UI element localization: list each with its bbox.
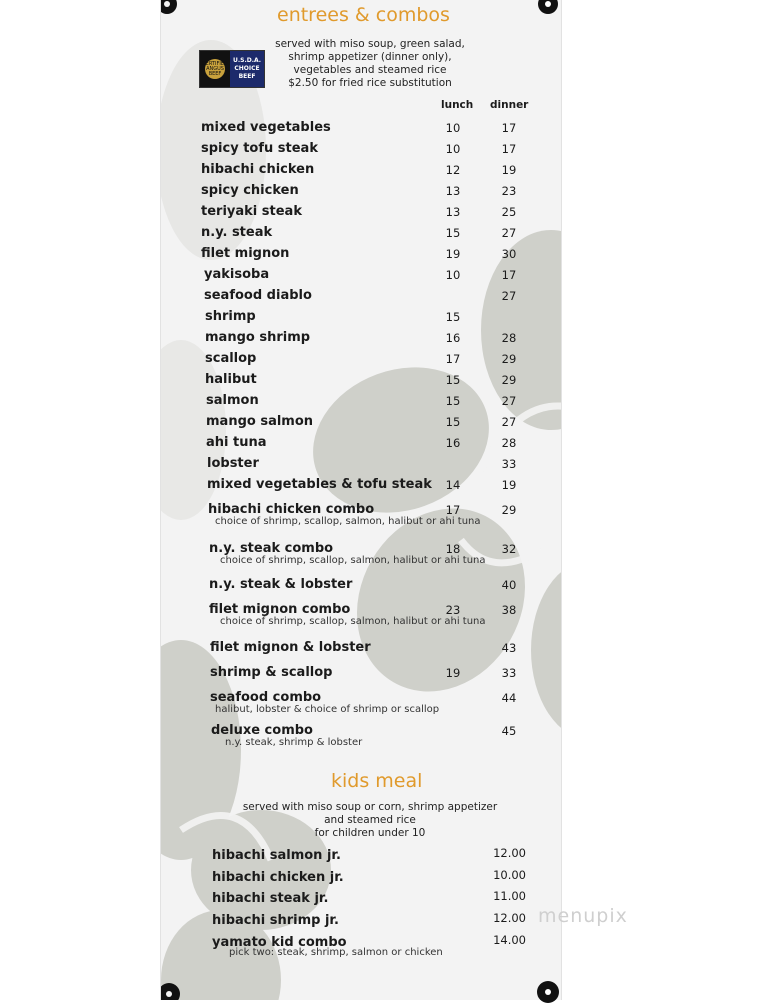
entree-item-name: spicy chicken <box>201 183 299 198</box>
entree-item-name: n.y. steak <box>201 225 273 240</box>
lunch-price: 12 <box>445 163 461 177</box>
entree-item-description: halibut, lobster & choice of shrimp or scallop <box>215 704 440 715</box>
lunch-price: 16 <box>445 331 461 345</box>
entrees-intro-line: shrimp appetizer (dinner only), <box>288 51 452 63</box>
entree-item-name: filet mignon & lobster <box>210 640 371 655</box>
lunch-column-header: lunch <box>441 99 474 111</box>
entree-item-description: n.y. steak, shrimp & lobster <box>225 737 363 748</box>
entree-item-name: ahi tuna <box>206 435 267 450</box>
lunch-price: 10 <box>445 142 461 156</box>
dinner-price: 30 <box>501 247 517 261</box>
dinner-price: 43 <box>501 641 517 655</box>
entree-item-name: halibut <box>205 372 257 387</box>
corner-crest-icon <box>160 0 183 22</box>
lunch-price: 15 <box>445 415 461 429</box>
kids-item-name: hibachi shrimp jr. <box>212 913 339 928</box>
entrees-intro <box>270 38 470 90</box>
lunch-price: 23 <box>445 603 461 617</box>
kids-item-description: pick two: steak, shrimp, salmon or chicken <box>229 947 443 958</box>
usda-choice-label: CHOICE <box>234 65 260 72</box>
dinner-price: 40 <box>501 578 517 592</box>
entree-item-name: n.y. steak & lobster <box>209 577 353 592</box>
entree-item-name: yakisoba <box>204 267 270 282</box>
entree-item-name: seafood diablo <box>204 288 312 303</box>
entree-item-name: mango salmon <box>206 414 314 429</box>
dinner-price: 28 <box>501 436 517 450</box>
dinner-price: 32 <box>501 542 517 556</box>
lunch-price: 14 <box>445 478 461 492</box>
kids-item-price: 12.00 <box>493 911 526 925</box>
entree-item-name: mango shrimp <box>205 330 311 345</box>
lunch-price: 17 <box>445 352 461 366</box>
kids-item-name: hibachi salmon jr. <box>212 848 341 863</box>
dinner-price: 33 <box>501 666 517 680</box>
dinner-price: 27 <box>501 226 517 240</box>
dinner-price: 44 <box>501 691 517 705</box>
entree-item-name: spicy tofu steak <box>201 141 318 156</box>
kids-item-price: 10.00 <box>493 868 526 882</box>
entree-item-name: shrimp & scallop <box>210 665 333 680</box>
kids-intro-line: and steamed rice <box>324 814 416 826</box>
entrees-intro-line: served with miso soup, green salad, <box>275 38 465 50</box>
lunch-price: 13 <box>445 184 461 198</box>
kids-item-name: yamato kid combo <box>212 935 347 950</box>
dinner-price: 38 <box>501 603 517 617</box>
entree-item-name: lobster <box>207 456 259 471</box>
dinner-price: 27 <box>501 289 517 303</box>
lunch-price: 19 <box>445 666 461 680</box>
entree-item-description: choice of shrimp, scallop, salmon, halibut or ahi tuna <box>220 616 486 627</box>
entree-item-name: mixed vegetables <box>201 120 331 135</box>
entrees-title: entrees & combos <box>277 4 450 26</box>
dinner-price: 28 <box>501 331 517 345</box>
dinner-price: 27 <box>501 415 517 429</box>
kids-meal-title: kids meal <box>331 770 423 792</box>
dinner-price: 25 <box>501 205 517 219</box>
dinner-price: 29 <box>501 352 517 366</box>
entree-item-name: n.y. steak combo <box>209 541 334 556</box>
dinner-price: 19 <box>501 163 517 177</box>
dinner-price: 17 <box>501 268 517 282</box>
entree-item-description: choice of shrimp, scallop, salmon, halibut or ahi tuna <box>220 555 486 566</box>
dinner-price: 29 <box>501 503 517 517</box>
entree-item-name: scallop <box>205 351 257 366</box>
usda-beef-label: BEEF <box>238 73 256 80</box>
entree-item-name: filet mignon <box>201 246 290 261</box>
entree-item-name: salmon <box>206 393 259 408</box>
corner-crest-icon <box>160 980 183 1000</box>
entree-item-name: deluxe combo <box>211 723 313 738</box>
dinner-price: 17 <box>501 121 517 135</box>
kids-item-price: 14.00 <box>493 933 526 947</box>
lunch-price: 13 <box>445 205 461 219</box>
kids-intro <box>240 801 500 840</box>
usda-choice-badge <box>199 50 265 88</box>
lunch-price: 19 <box>445 247 461 261</box>
usda-label: U.S.D.A. <box>232 57 262 64</box>
corner-crest-icon <box>534 978 560 1008</box>
lunch-price: 17 <box>445 503 461 517</box>
corner-crest-icon <box>536 0 560 22</box>
entree-item-name: teriyaki steak <box>201 204 302 219</box>
entree-item-name: mixed vegetables & tofu steak <box>207 477 432 492</box>
kids-item-price: 11.00 <box>493 889 526 903</box>
dinner-price: 17 <box>501 142 517 156</box>
entrees-intro-line: $2.50 for fried rice substitution <box>288 77 452 89</box>
entree-item-description: choice of shrimp, scallop, salmon, halibut or ahi tuna <box>215 516 481 527</box>
dinner-column-header: dinner <box>490 99 529 111</box>
watermark: menupix <box>538 905 628 927</box>
dinner-price: 45 <box>501 724 517 738</box>
entree-item-name: hibachi chicken combo <box>208 502 375 517</box>
kids-intro-line: for children under 10 <box>314 827 426 839</box>
lunch-price: 15 <box>445 373 461 387</box>
dinner-price: 27 <box>501 394 517 408</box>
lunch-price: 15 <box>445 394 461 408</box>
dinner-price: 29 <box>501 373 517 387</box>
entree-item-name: filet mignon combo <box>209 602 351 617</box>
lunch-price: 15 <box>445 226 461 240</box>
dinner-price: 23 <box>501 184 517 198</box>
entrees-intro-line: vegetables and steamed rice <box>293 64 447 76</box>
entree-item-name: seafood combo <box>210 690 322 705</box>
kids-item-name: hibachi chicken jr. <box>212 870 344 885</box>
lunch-price: 16 <box>445 436 461 450</box>
dinner-price: 19 <box>501 478 517 492</box>
kids-intro-line: served with miso soup or corn, shrimp appetizer <box>242 801 498 813</box>
dinner-price: 33 <box>501 457 517 471</box>
entree-item-name: shrimp <box>205 309 256 324</box>
lunch-price: 10 <box>445 268 461 282</box>
lunch-price: 10 <box>445 121 461 135</box>
entree-item-name: hibachi chicken <box>201 162 315 177</box>
kids-item-price: 12.00 <box>493 846 526 860</box>
kids-item-name: hibachi steak jr. <box>212 891 329 906</box>
lunch-price: 18 <box>445 542 461 556</box>
lunch-price: 15 <box>445 310 461 324</box>
certified-angus-seal: CERTIFIED ANGUS BEEF <box>205 59 225 79</box>
